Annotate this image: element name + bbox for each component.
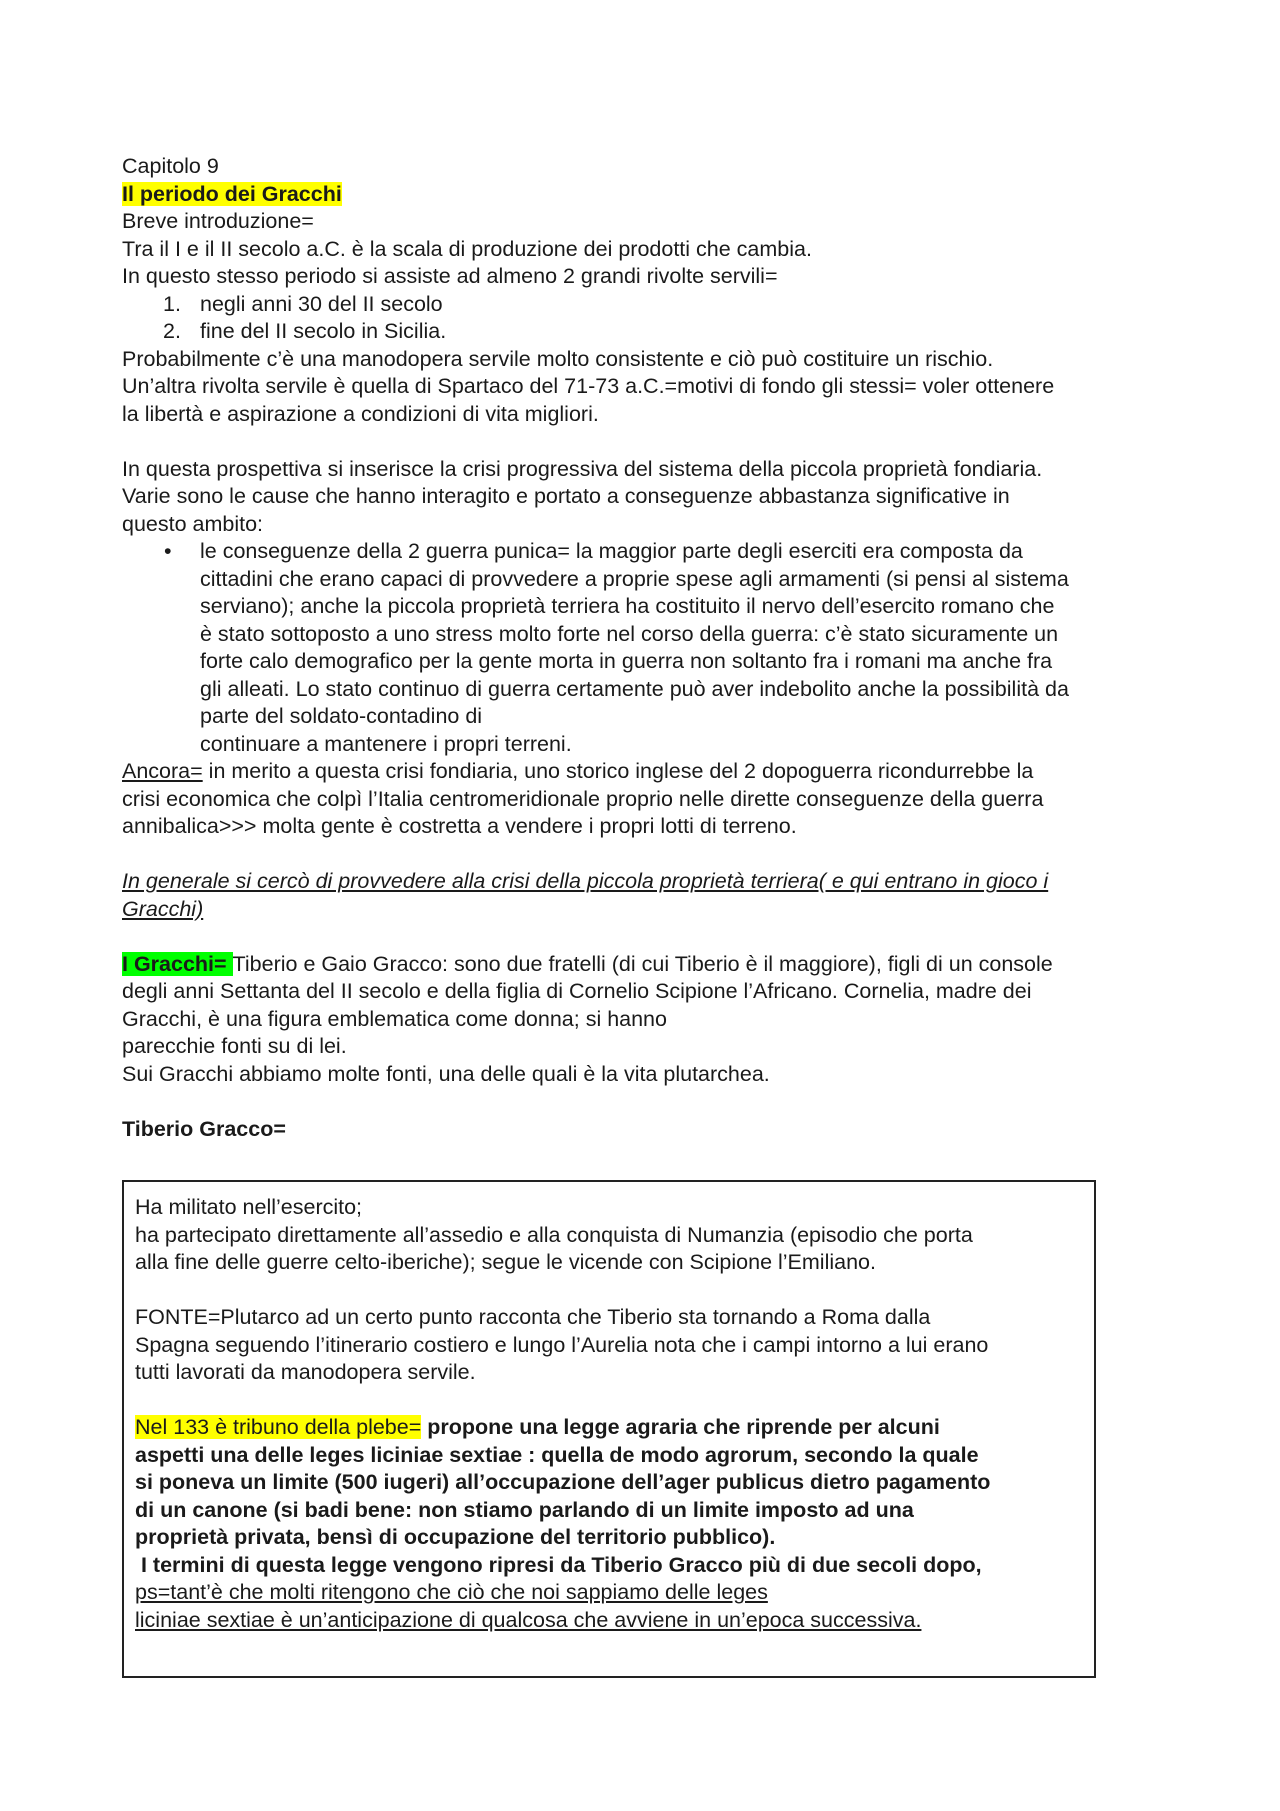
list-item-text: gli alleati. Lo stato continuo di guerra certamente può aver indebolito anche la possibilità da (200, 676, 1069, 701)
box-line: I termini di questa legge vengono ripresi da Tiberio Gracco più di due secoli dopo, (135, 1552, 982, 1577)
box-line: Ha militato nell’esercito; (135, 1195, 363, 1219)
paragraph-line: Tra il I e il II secolo a.C. è la scala di produzione dei prodotti che cambia. (122, 236, 812, 261)
list-item-text: serviano); anche la piccola proprietà terriera ha costituito il nervo dell’esercito romano che (200, 594, 1055, 618)
chapter-title: Il periodo dei Gracchi (122, 181, 342, 206)
list-item-text: è stato sottoposto a uno stress molto forte nel corso della guerra: c’è stato sicuramente un (200, 621, 1059, 646)
box-line: FONTE=Plutarco ad un certo punto racconta che Tiberio sta tornando a Roma dalla (135, 1305, 931, 1329)
tribuno-label: Nel 133 è tribuno della plebe= (135, 1415, 422, 1439)
paragraph-line: Un’altra rivolta servile è quella di Spartaco del 71-73 a.C.=motivi di fondo gli stessi= voler ottenere (122, 374, 1055, 398)
numbered-list (122, 291, 1167, 346)
paragraph-line: Tiberio e Gaio Gracco: sono due fratelli (di cui Tiberio è il maggiore), figli di un console (232, 951, 1053, 976)
box-line: aspetti una delle leges liciniae sextiae : quella de modo agrorum, secondo la quale (135, 1442, 979, 1467)
list-item-text: continuare a mantenere i propri terreni. (200, 731, 572, 756)
paragraph-line: parecchie fonti su di lei. (122, 1034, 347, 1058)
paragraph-line: in merito a questa crisi fondiaria, uno storico inglese del 2 dopoguerra ricondurrebbe la (202, 759, 1034, 783)
box-line: alla fine delle guerre celto-iberiche); segue le vicende con Scipione l’Emiliano. (135, 1250, 876, 1274)
paragraph-line: Sui Gracchi abbiamo molte fonti, una delle quali è la vita plutarchea. (122, 1061, 770, 1086)
document-page (122, 153, 1167, 1143)
paragraph-line: Gracchi, è una figura emblematica come donna; si hanno (122, 1006, 667, 1031)
list-item-text: forte calo demografico per la gente morta in guerra non soltanto fra i romani ma anche fra (200, 649, 1053, 673)
box-line: tutti lavorati da manodopera servile. (135, 1360, 476, 1384)
box-line: propone una legge agraria che riprende per alcuni (421, 1415, 940, 1439)
box-line: liciniae sextiae è un’anticipazione di qualcosa che avviene in un’epoca successiva. (135, 1607, 922, 1632)
paragraph-line: In questo stesso periodo si assiste ad almeno 2 grandi rivolte servili= (122, 264, 778, 288)
box-line: proprietà privata, bensì di occupazione del territorio pubblico). (135, 1525, 776, 1549)
list-item (122, 538, 1167, 758)
text-box (122, 1180, 1096, 1678)
italic-note: Gracchi) (122, 896, 204, 921)
list-item-text: negli anni 30 del II secolo (200, 291, 443, 316)
paragraph-line: In questa prospettiva si inserisce la crisi progressiva del sistema della piccola proprietà fondiaria. (122, 456, 1043, 481)
section-heading: Tiberio Gracco= (122, 1116, 286, 1141)
box-line: si poneva un limite (500 iugeri) all’occupazione dell’ager publicus dietro pagamento (135, 1470, 991, 1494)
box-line: di un canone (si badi bene: non stiamo parlando di un limite imposto ad una (135, 1497, 914, 1522)
paragraph-line: questo ambito: (122, 511, 264, 536)
italic-note: In generale si cercò di provvedere alla crisi della piccola proprietà terriera( e qui entrano in gioco i (122, 869, 1049, 893)
box-line: Spagna seguendo l’itinerario costiero e lungo l’Aurelia nota che i campi intorno a lui erano (135, 1332, 989, 1357)
list-item-text: cittadini che erano capaci di provvedere a proprie spese agli armamenti (si pensi al sistema (200, 566, 1069, 591)
list-item (122, 291, 1167, 319)
ancora-label: Ancora= (122, 759, 203, 783)
paragraph-line: Probabilmente c’è una manodopera servile molto consistente e ciò può costituire un rischio. (122, 346, 994, 371)
box-line: ps=tant’è che molti ritengono che ciò che noi sappiamo delle leges (135, 1580, 768, 1604)
list-item (122, 318, 1167, 346)
list-marker: 1. (163, 291, 181, 316)
paragraph-line: degli anni Settanta del II secolo e della figlia di Cornelio Scipione l’Africano. Cornelia, madre dei (122, 979, 1032, 1003)
bullet-icon: • (164, 539, 172, 563)
paragraph-line: Varie sono le cause che hanno interagito e portato a conseguenze abbastanza significative in (122, 484, 1010, 508)
box-line: ha partecipato direttamente all’assedio e alla conquista di Numanzia (episodio che porta (135, 1222, 973, 1247)
chapter-label: Capitolo 9 (122, 154, 219, 178)
gracchi-label: I Gracchi= (122, 951, 233, 976)
paragraph-line: annibalica>>> molta gente è costretta a vendere i propri lotti di terreno. (122, 814, 797, 838)
list-marker: 2. (163, 319, 181, 343)
intro-label: Breve introduzione= (122, 209, 314, 233)
bullet-list (122, 538, 1167, 758)
paragraph-line: la libertà e aspirazione a condizioni di vita migliori. (122, 401, 599, 426)
list-item-text: fine del II secolo in Sicilia. (200, 319, 447, 343)
paragraph-line: crisi economica che colpì l’Italia centromeridionale proprio nelle dirette conseguenze della guerra (122, 786, 1044, 811)
list-item-text: parte del soldato-contadino di (200, 704, 483, 728)
list-item-text: le conseguenze della 2 guerra punica= la maggior parte degli eserciti era composta da (200, 539, 1023, 563)
